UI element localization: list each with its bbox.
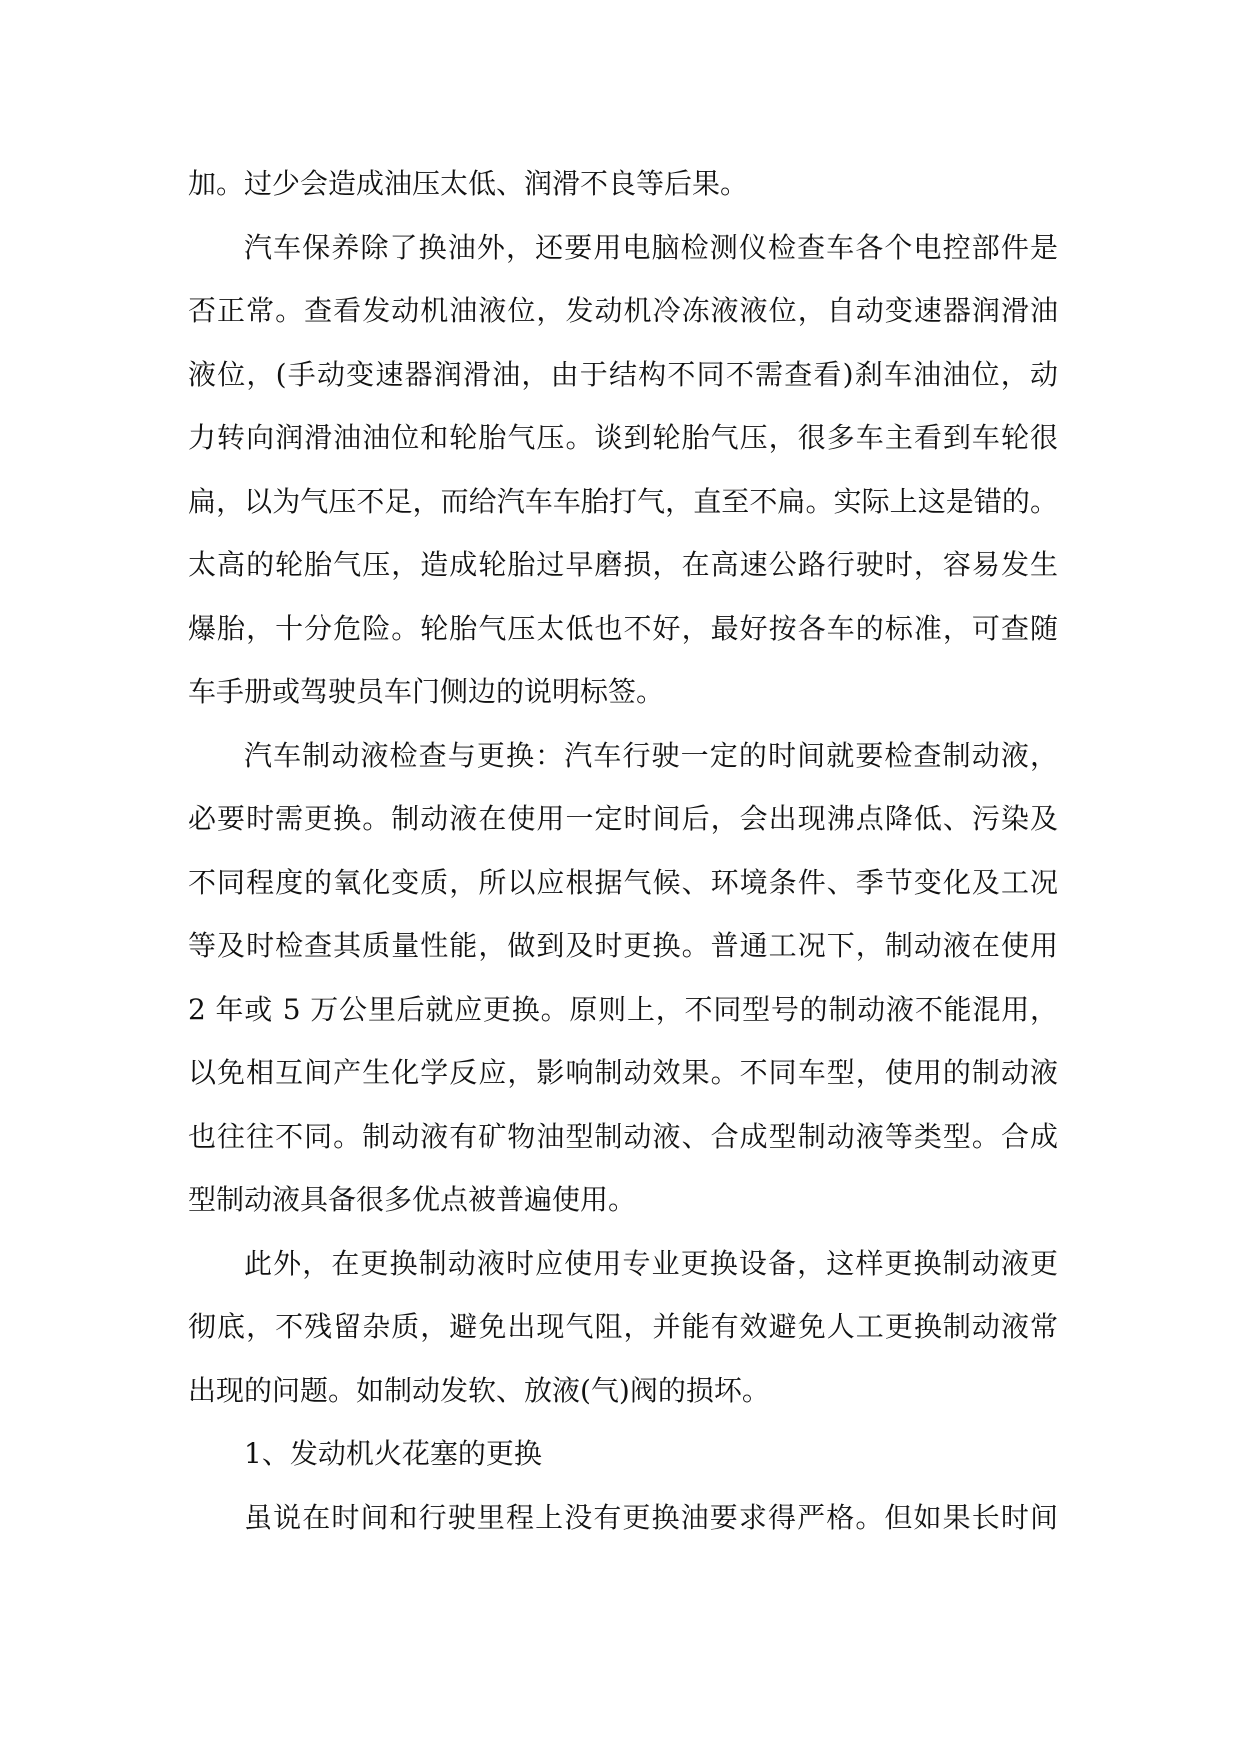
text-line: 此外，在更换制动液时应使用专业更换设备，这样更换制动液更 [244, 1246, 1058, 1280]
text-line: 出现的问题。如制动发软、放液(气)阀的损坏。 [188, 1373, 770, 1407]
text-line: 扁，以为气压不足，而给汽车车胎打气，直至不扁。实际上这是错的。 [188, 484, 1058, 518]
text-line: 爆胎，十分危险。轮胎气压太低也不好，最好按各车的标准，可查随 [188, 611, 1058, 645]
text-line: 等及时检查其质量性能，做到及时更换。普通工况下，制动液在使用 [188, 929, 1058, 962]
text-line: 以免相互间产生化学反应，影响制动效果。不同车型，使用的制动液 [188, 1056, 1058, 1089]
text-line: 汽车保养除了换油外，还要用电脑检测仪检查车各个电控部件是 [244, 230, 1058, 264]
text-line: 否正常。查看发动机油液位，发动机冷冻液液位，自动变速器润滑油 [188, 294, 1058, 327]
text-line: 彻底，不残留杂质，避免出现气阻，并能有效避免人工更换制动液常 [188, 1310, 1058, 1343]
text-line: 也往往不同。制动液有矿物油型制动液、合成型制动液等类型。合成 [188, 1119, 1058, 1153]
text-line: 液位，(手动变速器润滑油，由于结构不同不需查看)刹车油油位，动 [188, 357, 1058, 391]
text-line: 虽说在时间和行驶里程上没有更换油要求得严格。但如果长时间 [244, 1500, 1058, 1534]
text-line: 2 年或 5 万公里后就应更换。原则上，不同型号的制动液不能混用， [188, 992, 1058, 1026]
text-line: 车手册或驾驶员车门侧边的说明标签。 [188, 675, 665, 708]
text-line: 1、发动机火花塞的更换 [244, 1437, 542, 1470]
body-text [188, 152, 1058, 1549]
text-line: 加。过少会造成油压太低、润滑不良等后果。 [188, 167, 749, 200]
text-line: 汽车制动液检查与更换：汽车行驶一定的时间就要检查制动液， [244, 738, 1058, 772]
text-line: 必要时需更换。制动液在使用一定时间后，会出现沸点降低、污染及 [188, 802, 1058, 835]
text-line: 不同程度的氧化变质，所以应根据气候、环境条件、季节变化及工况 [188, 865, 1058, 899]
text-line: 力转向润滑油油位和轮胎气压。谈到轮胎气压，很多车主看到车轮很 [188, 421, 1058, 454]
text-line: 太高的轮胎气压，造成轮胎过早磨损，在高速公路行驶时，容易发生 [188, 548, 1058, 581]
text-line: 型制动液具备很多优点被普遍使用。 [188, 1183, 637, 1216]
